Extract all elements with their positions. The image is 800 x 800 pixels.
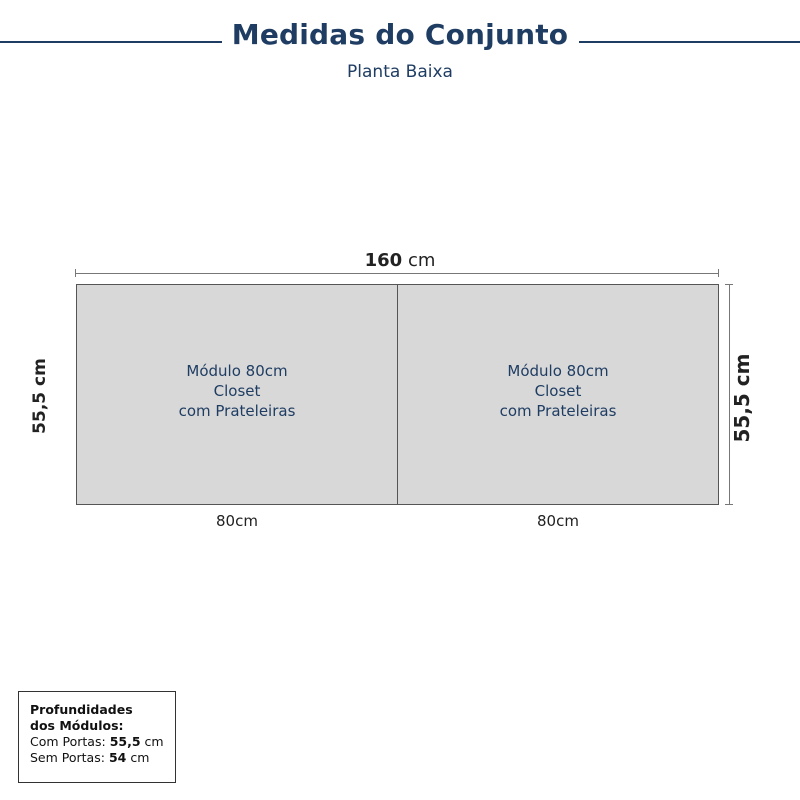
module-right-type: Closet [534, 382, 582, 400]
module-right-name: Módulo 80cm [507, 362, 609, 380]
depth-without-doors-value: 54 [108, 750, 127, 765]
module-left-detail: com Prateleiras [178, 402, 296, 420]
depth-without-doors-unit: cm [130, 750, 150, 765]
module-left-text [77, 361, 397, 421]
module-left-name: Módulo 80cm [186, 362, 288, 380]
height-label-left: 55,5 cm [30, 358, 50, 434]
module-left [76, 284, 398, 505]
total-width-tick-left [75, 269, 76, 277]
height-label-right: 55,5 cm [730, 353, 754, 443]
total-width-dimension [0, 250, 800, 271]
depth-info-box [18, 691, 176, 783]
depth-without-doors [30, 750, 175, 766]
module-right [397, 284, 719, 505]
module-right-detail: com Prateleiras [499, 402, 617, 420]
total-width-tick-right [718, 269, 719, 277]
right-height-tick-top [725, 284, 733, 285]
depth-heading-line1: Profundidades [30, 702, 133, 717]
total-width-unit: cm [407, 250, 436, 271]
total-width-value: 160 [364, 250, 403, 271]
depth-with-doors-value: 55,5 [109, 734, 141, 749]
module-left-type: Closet [213, 382, 261, 400]
module-right-text [398, 361, 718, 421]
depth-with-doors [30, 734, 175, 750]
depth-without-doors-label: Sem Portas: [30, 750, 105, 765]
module-left-width-label: 80cm [216, 512, 258, 530]
depth-with-doors-unit: cm [144, 734, 164, 749]
right-height-tick-bottom [725, 504, 733, 505]
depth-heading-line2: dos Módulos: [30, 718, 124, 733]
total-width-line [76, 273, 719, 274]
depth-with-doors-label: Com Portas: [30, 734, 106, 749]
page-title: Medidas do Conjunto [231, 18, 569, 51]
module-right-width-label: 80cm [537, 512, 579, 530]
page-subtitle: Planta Baixa [347, 62, 453, 82]
